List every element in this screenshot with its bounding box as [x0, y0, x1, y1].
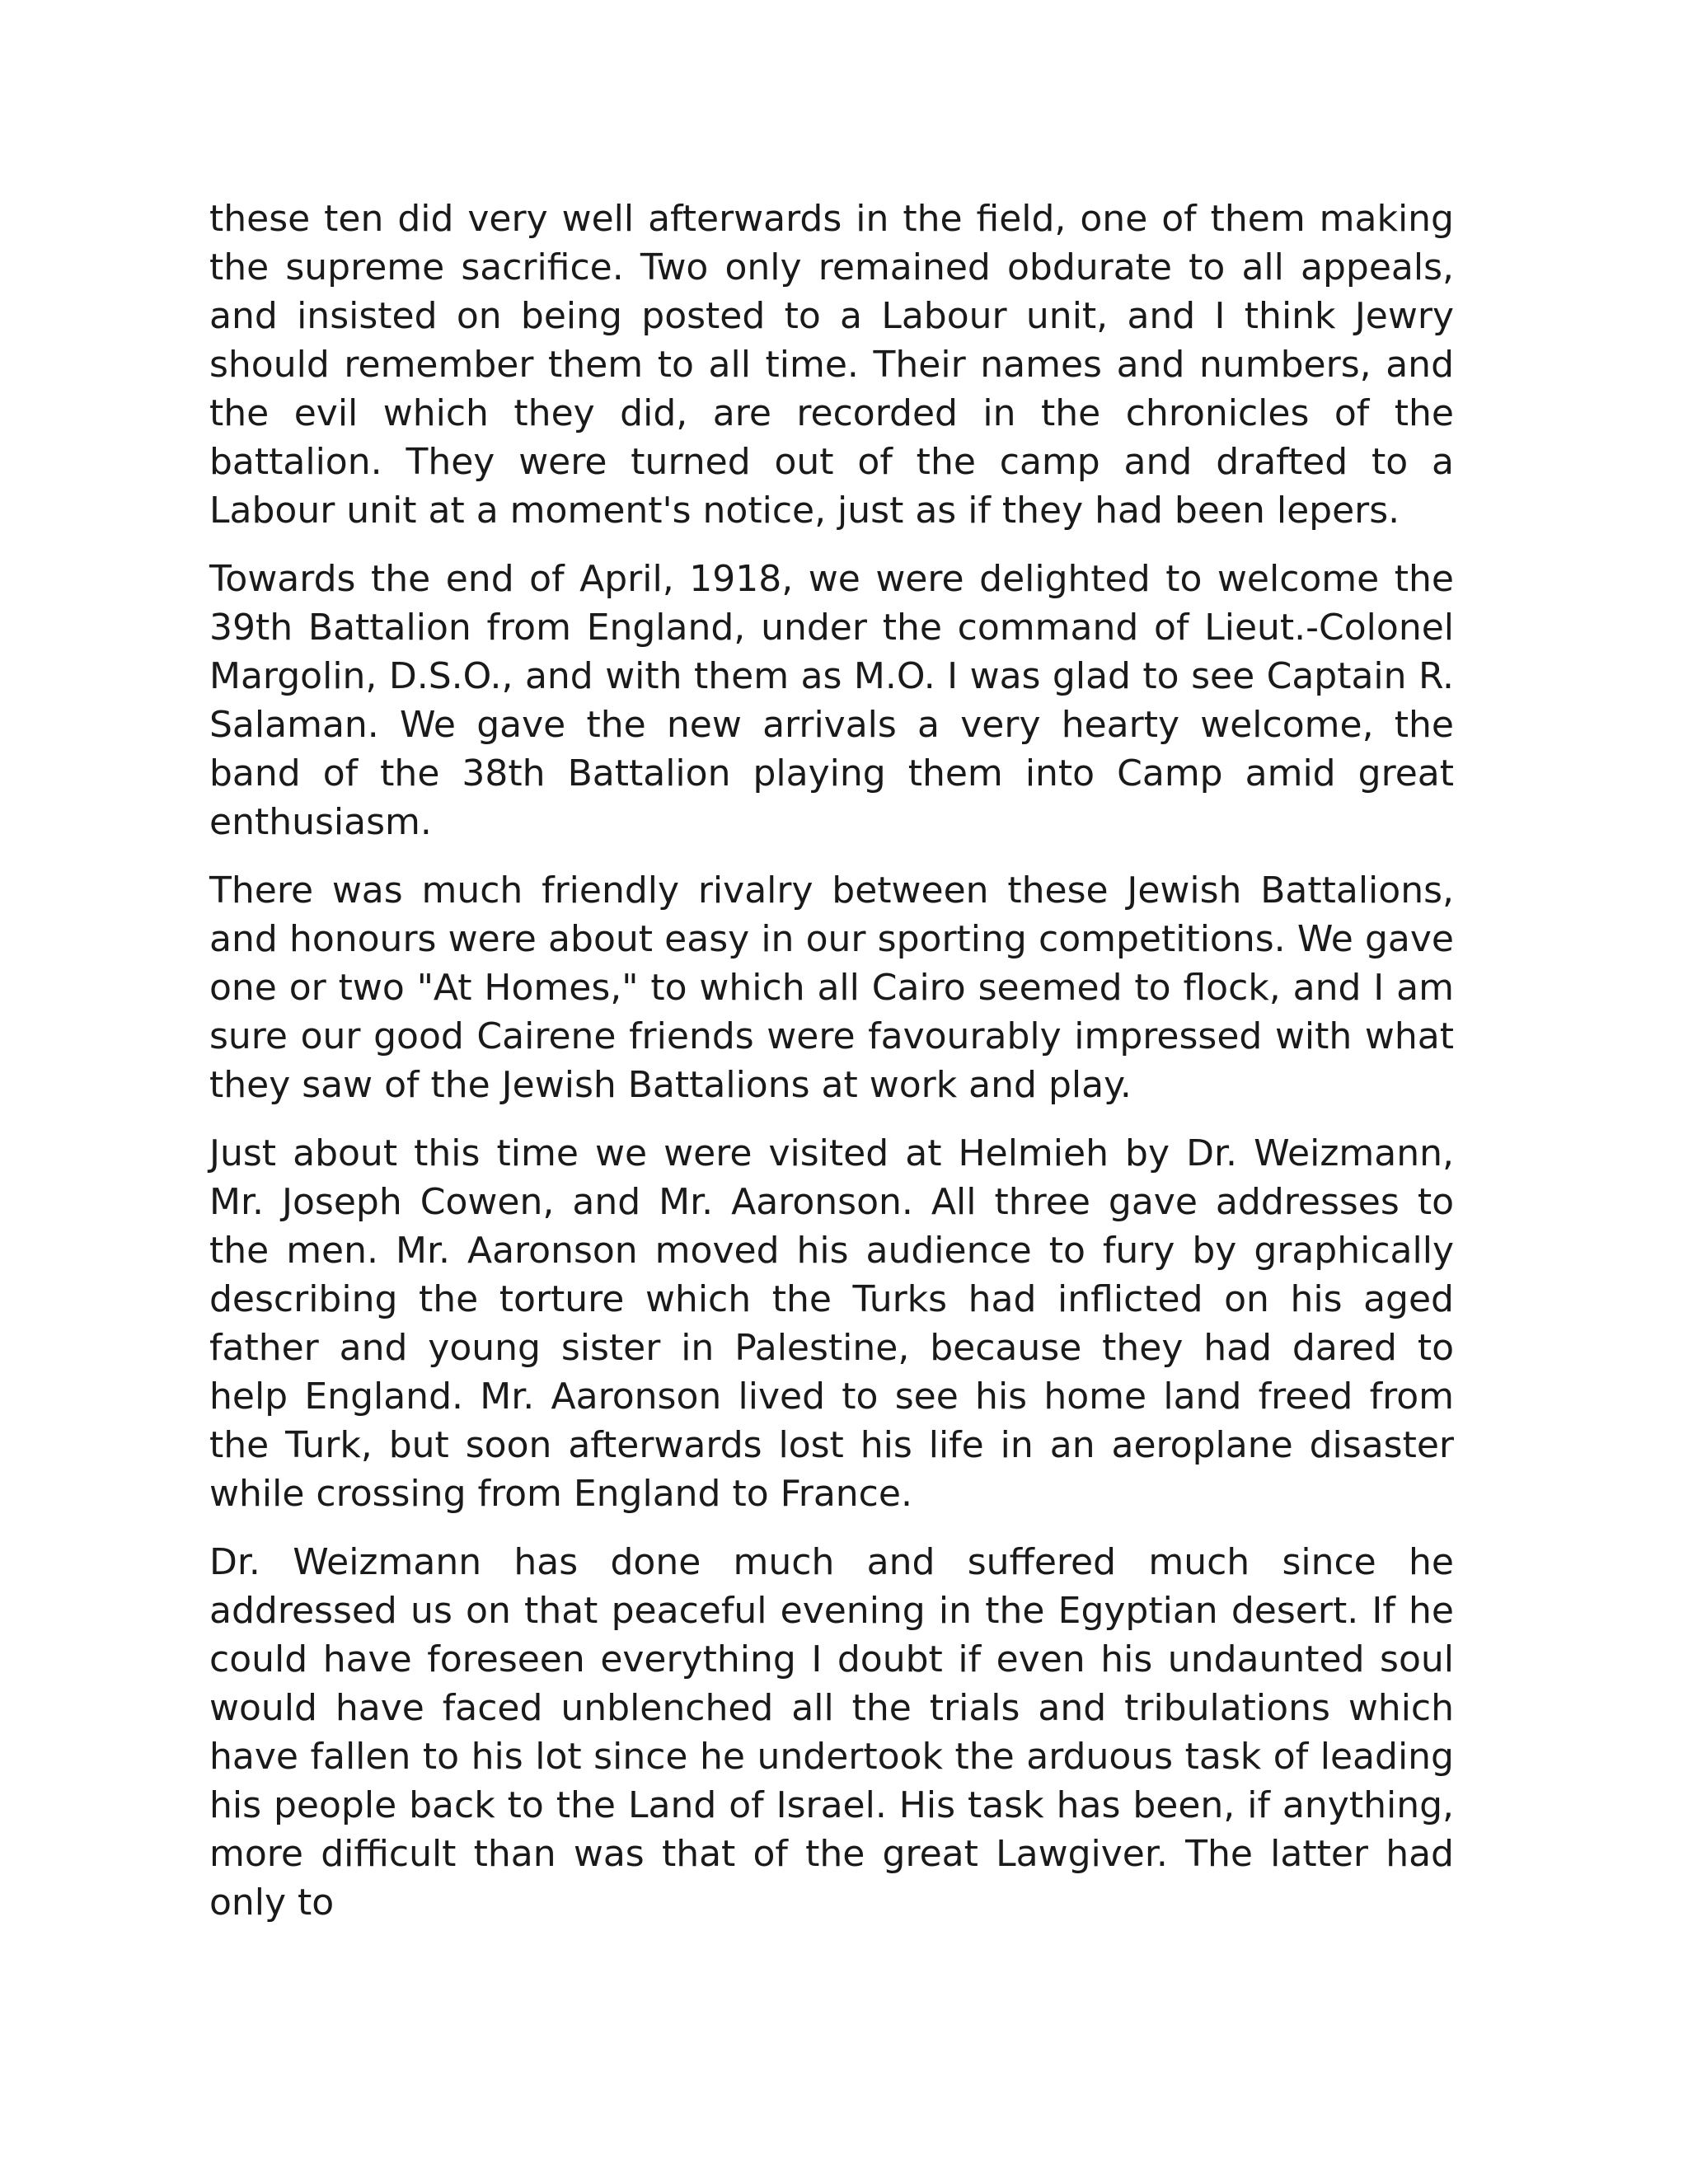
paragraph-4: Just about this time we were visited at Helmieh by Dr. Weizmann, Mr. Joseph Cowen, and Mr. Aaronson. All three gave addresses to the men. Mr. Aaronson moved his audience to fury by graphically describing the torture which the Turks had inflicted on his aged father and young sister in Palestine, because they had dared to help England. Mr. Aaronson lived to see his home land freed from the Turk, but soon afterwards lost his life in an aeroplane disaster while crossing from England to France. — [209, 1132, 1454, 1515]
paragraph-3: There was much friendly rivalry between these Jewish Battalions, and honours were about easy in our sporting competitions. We gave one or two "At Homes," to which all Cairo seemed to flock, and I am sure our good Cairene friends were favourably impressed with what they saw of the Jewish Battalions at work and play. — [209, 869, 1454, 1106]
paragraph-2: Towards the end of April, 1918, we were delighted to welcome the 39th Battalion from England, under the command of Lieut.-Colonel Margolin, D.S.O., and with them as M.O. I was glad to see Captain R. Salaman. We gave the new arrivals a very hearty welcome, the band of the 38th Battalion playing them into Camp amid great enthusiasm. — [209, 558, 1454, 843]
paragraph-1: these ten did very well afterwards in the field, one of them making the supreme sacrifice. Two only remained obdurate to all appeals, and insisted on being posted to a Labour unit, and I think Jewry should remember them to all time. Their names and numbers, and the evil which they did, are recorded in the chronicles of the battalion. They were turned out of the camp and drafted to a Labour unit at a moment's notice, just as if they had been lepers. — [209, 198, 1454, 532]
paragraph-5: Dr. Weizmann has done much and suffered much since he addressed us on that peaceful evening in the Egyptian desert. If he could have foreseen everything I doubt if even his undaunted soul would have faced unblenched all the trials and tribulations which have fallen to his lot since he undertook the arduous task of leading his people back to the Land of Israel. His task has been, if anything, more difficult than was that of the great Lawgiver. The latter had only to — [209, 1541, 1454, 1924]
body-text — [209, 194, 1454, 1947]
